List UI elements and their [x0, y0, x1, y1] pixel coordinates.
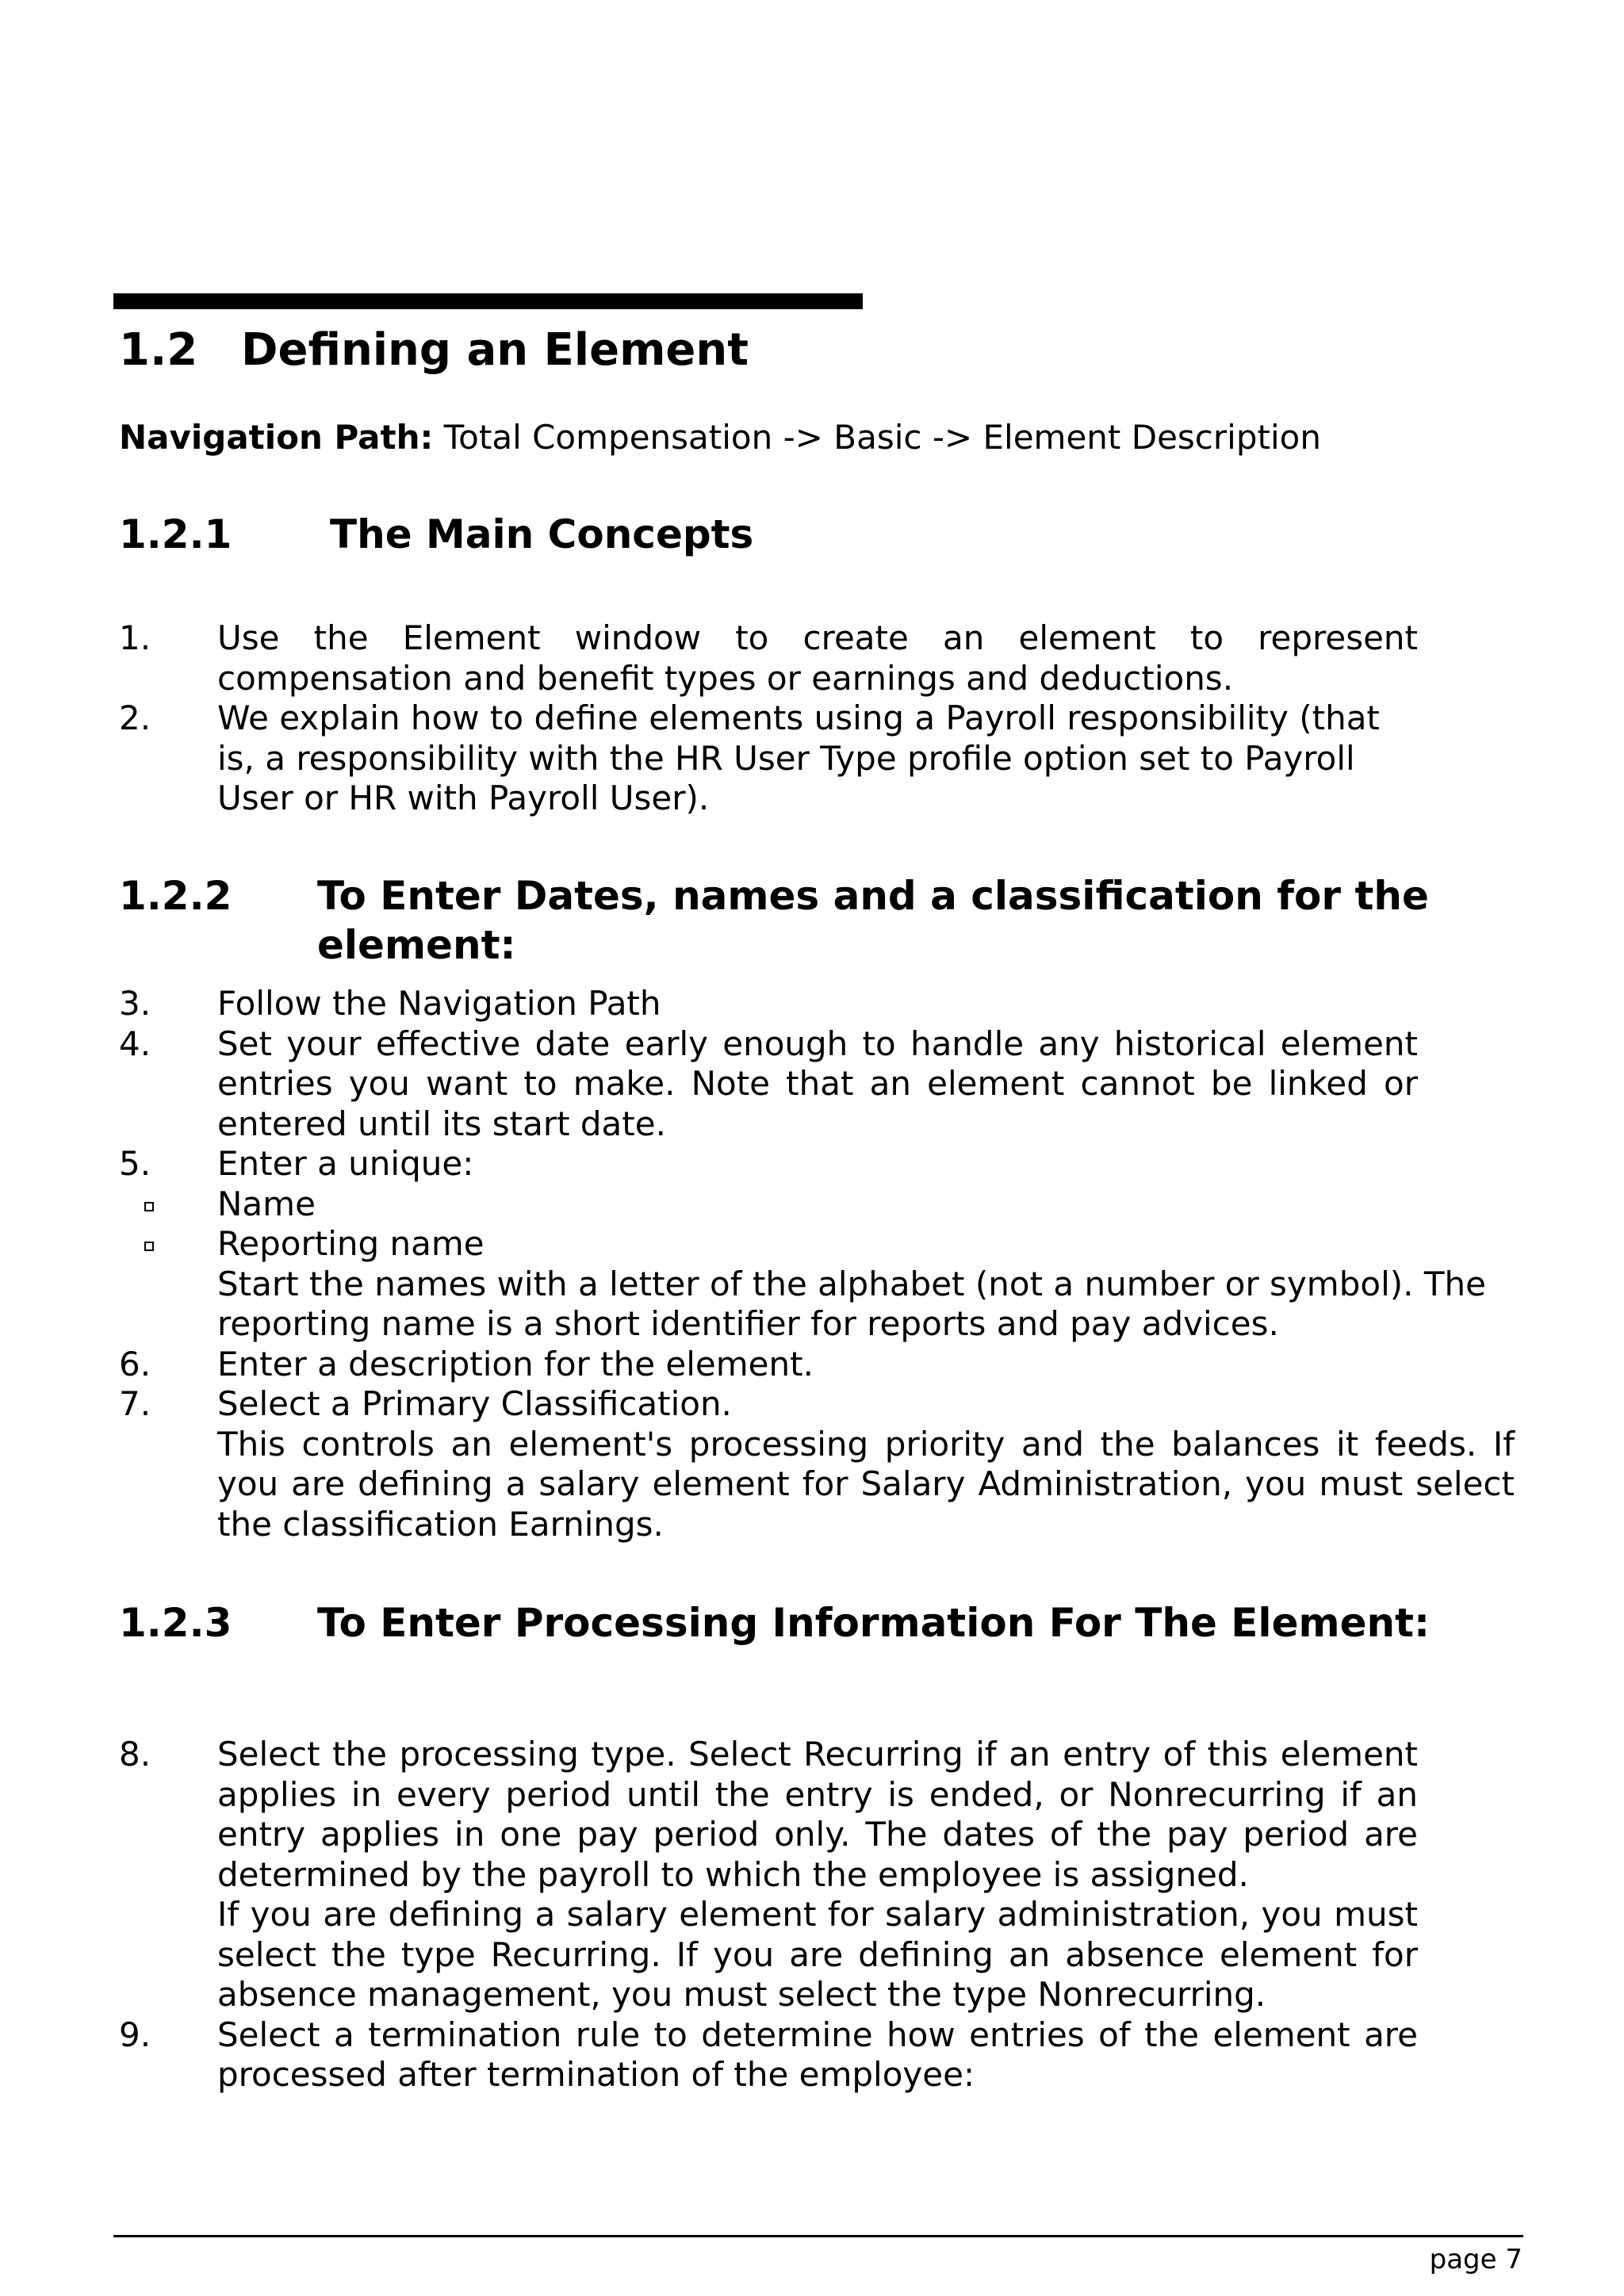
concepts-list — [119, 618, 1515, 819]
checkbox-bullet-icon — [144, 1242, 154, 1251]
item-text: We explain how to define elements using a Payroll responsibility (that is, a responsibility with the HR User Type profile option set to Payroll User or HR with Payroll User). — [217, 698, 1380, 817]
bullet-item — [119, 1184, 1515, 1225]
processing-list — [119, 1735, 1515, 2095]
item-number: 2. — [119, 698, 151, 737]
bullet-item — [119, 1224, 1515, 1265]
item-number: 5. — [119, 1144, 151, 1183]
navigation-path — [119, 415, 1321, 460]
subsection-number: 1.2.3 — [119, 1600, 232, 1646]
list-item — [119, 1024, 1515, 1145]
item-text: Enter a description for the element. — [217, 1344, 814, 1383]
item-note: If you are defining a salary element for salary administration, you must select the type Recurring. If you are defining an absence element for absence management, you must select the type Nonrecurring. — [217, 1895, 1418, 2014]
item-text: Select a Primary Classification. — [217, 1384, 732, 1423]
item-number: 4. — [119, 1024, 151, 1063]
section-top-rule — [113, 293, 863, 309]
list-item — [119, 1384, 1515, 1544]
section-title: Defining an Element — [241, 324, 749, 376]
subsection-number: 1.2.2 — [119, 873, 232, 919]
item-number: 1. — [119, 618, 151, 657]
section-number: 1.2 — [119, 324, 198, 376]
item-number: 9. — [119, 2015, 151, 2054]
list-item — [119, 698, 1515, 819]
section-heading — [119, 320, 749, 381]
subsection-title-line-1: To Enter Dates, names and a classification for the — [317, 873, 1429, 919]
list-item — [119, 618, 1515, 698]
list-item — [119, 1345, 1515, 1385]
footer-rule — [113, 2235, 1523, 2237]
list-item — [119, 2015, 1515, 2095]
item-text: Select the processing type. Select Recurring if an entry of this element applies in every period until the entry is ended, or Nonrecurring if an entry applies in one pay period only. The dates of the pay period are determined by the payroll to which the employee is assigned. — [217, 1735, 1418, 1894]
page-number: page 7 — [1429, 2244, 1522, 2275]
item-text: Select a termination rule to determine how entries of the element are processed after termination of the employee: — [217, 2015, 1418, 2094]
checkbox-bullet-icon — [144, 1202, 154, 1211]
item-number: 3. — [119, 984, 151, 1023]
item-text: Use the Element window to create an element to represent compensation and benefit types or earnings and deductions. — [217, 618, 1418, 698]
item-note: Start the names with a letter of the alphabet (not a number or symbol). The reporting name is a short identifier for reports and pay advices. — [217, 1264, 1486, 1343]
bullet-text: Name — [217, 1184, 316, 1223]
item-text: Set your effective date early enough to handle any historical element entries you want to make. Note that an element cannot be linked or entered until its start date. — [217, 1024, 1418, 1143]
list-item — [119, 984, 1515, 1024]
subsection-title: The Main Concepts — [330, 511, 754, 557]
navigation-label: Navigation Path: — [119, 418, 434, 457]
list-item — [119, 1735, 1515, 2015]
bullet-text: Reporting name — [217, 1224, 485, 1263]
bullet-list — [119, 1184, 1515, 1265]
item-note: This controls an element's processing priority and the balances it feeds. If you are defining a salary element for Salary Administration, you must select the classification Earnings. — [217, 1424, 1515, 1544]
navigation-path-text: Total Compensation -> Basic -> Element Description — [443, 418, 1321, 457]
subsection-title-line-2: element: — [317, 922, 516, 968]
item-text: Enter a unique: — [217, 1144, 474, 1183]
item-number: 6. — [119, 1344, 151, 1383]
item-text: Follow the Navigation Path — [217, 984, 661, 1023]
list-item — [119, 1144, 1515, 1345]
subsection-number: 1.2.1 — [119, 511, 232, 557]
item-number: 7. — [119, 1384, 151, 1423]
dates-names-list — [119, 984, 1515, 1544]
item-number: 8. — [119, 1735, 151, 1774]
subsection-title: To Enter Processing Information For The Element: — [317, 1600, 1430, 1646]
